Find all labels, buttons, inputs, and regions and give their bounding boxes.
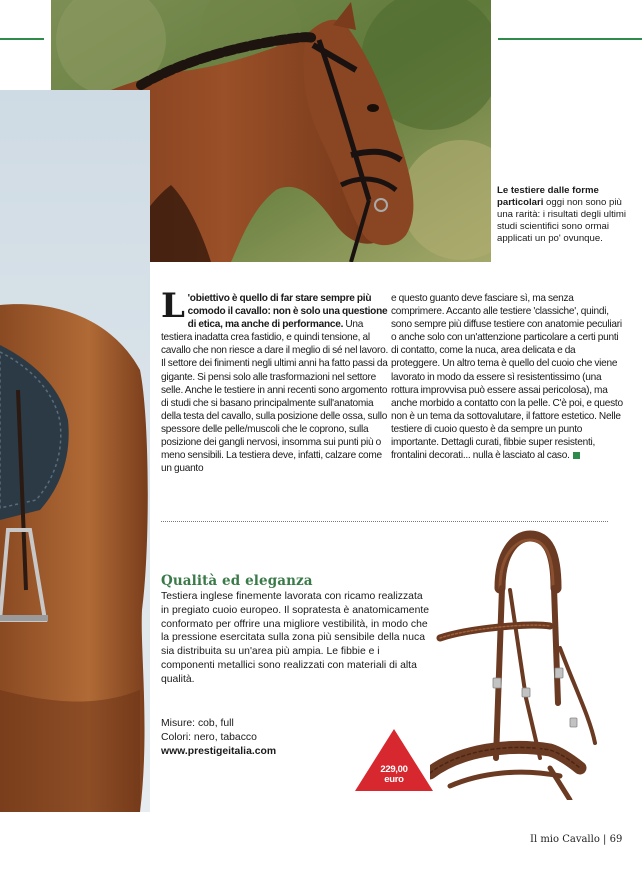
- page-folio: Il mio Cavallo | 69: [530, 834, 623, 845]
- bridle-product-photo: [430, 528, 608, 800]
- article-column-left: [161, 286, 393, 475]
- dotted-divider: [161, 521, 608, 522]
- caption-text: oggi non sono più una rarità: i risultati degli ultimi studi scientifici sono ormai applicati un po' ovunque.: [497, 197, 627, 244]
- top-rule-left: [0, 38, 44, 40]
- product-url-link[interactable]: www.prestigeitalia.com: [161, 745, 277, 757]
- caption-bold: Le testiere dalle forme particolari: [497, 185, 599, 208]
- article-column-right: [391, 292, 623, 462]
- drop-cap: L: [161, 286, 185, 326]
- product-sizes: Misure: cob, full: [161, 718, 234, 729]
- horse-saddle-photo: [0, 90, 150, 812]
- product-colors: Colori: nero, tabacco: [161, 731, 257, 743]
- price-currency: euro: [384, 774, 404, 785]
- price-amount: 229,00: [380, 764, 408, 775]
- product-description: Testiera inglese finemente lavorata con ricamo realizzata in pregiato cuoio europeo. Il sopratesta è anatomicamente conformato per offrire una migliore vestibilità, in modo che la pressione esercitata sulla zona più sensibile della nuca sia distribuita su un'area più ampia. Le fibbie e i componenti metallici sono realizzati con materiali di alta qualità.: [161, 591, 430, 685]
- price-label: [355, 765, 433, 785]
- article-body-right: e questo guanto deve fasciare sì, ma senza comprimere. Accanto alle testiere 'classiche', quindi, sono sempre più diffuse testiere con anatomie peculiari o anche solo con un'attenzione particolare a certi punti di contatto, come la nuca, area delicata e da proteggere. Un altro tema è quello del cuoio che viene lavorato in modo da essere sì resistentissimo (una rottura improvvisa può essere assai pericolosa), ma anche morbido a contatto con la pelle. C'è poi, e questo non è un tema da sottovalutare, il fattore estetico. Nelle testiere di cuoio questo è da sempre un punto importante. Dettagli curati, fibbie super resistenti, frontalini decorati... nulla è lasciato al caso.: [391, 293, 623, 462]
- article-lead: 'obiettivo è quello di far stare sempre più comodo il cavallo: non è solo una questione di etica, ma anche di performance.: [187, 293, 388, 331]
- photo-caption: [497, 185, 637, 245]
- end-of-article-icon: [573, 452, 580, 459]
- product-box-title: Qualità ed eleganza: [161, 573, 313, 589]
- top-rule-right: [498, 38, 642, 40]
- article-body-left: Una testiera inadatta crea fastidio, e quindi tensione, al cavallo che non riesce a dare il meglio di sé nel lavoro. Il settore dei finimenti negli ultimi anni ha fatto passi da gigante. Si pensi solo alle trasformazioni nel settore selle. Anche le testiere in anni recenti sono argomento di studi che si basano principalmente sull'anatomia della testa del cavallo, sulla posizione delle ossa, sullo spessore delle pelle/muscoli che le coprono, sulla posizione dei gangli nervosi, insomma sui punti più o meno sensibili. La testiera deve, infatti, calzare come un guanto: [161, 319, 389, 475]
